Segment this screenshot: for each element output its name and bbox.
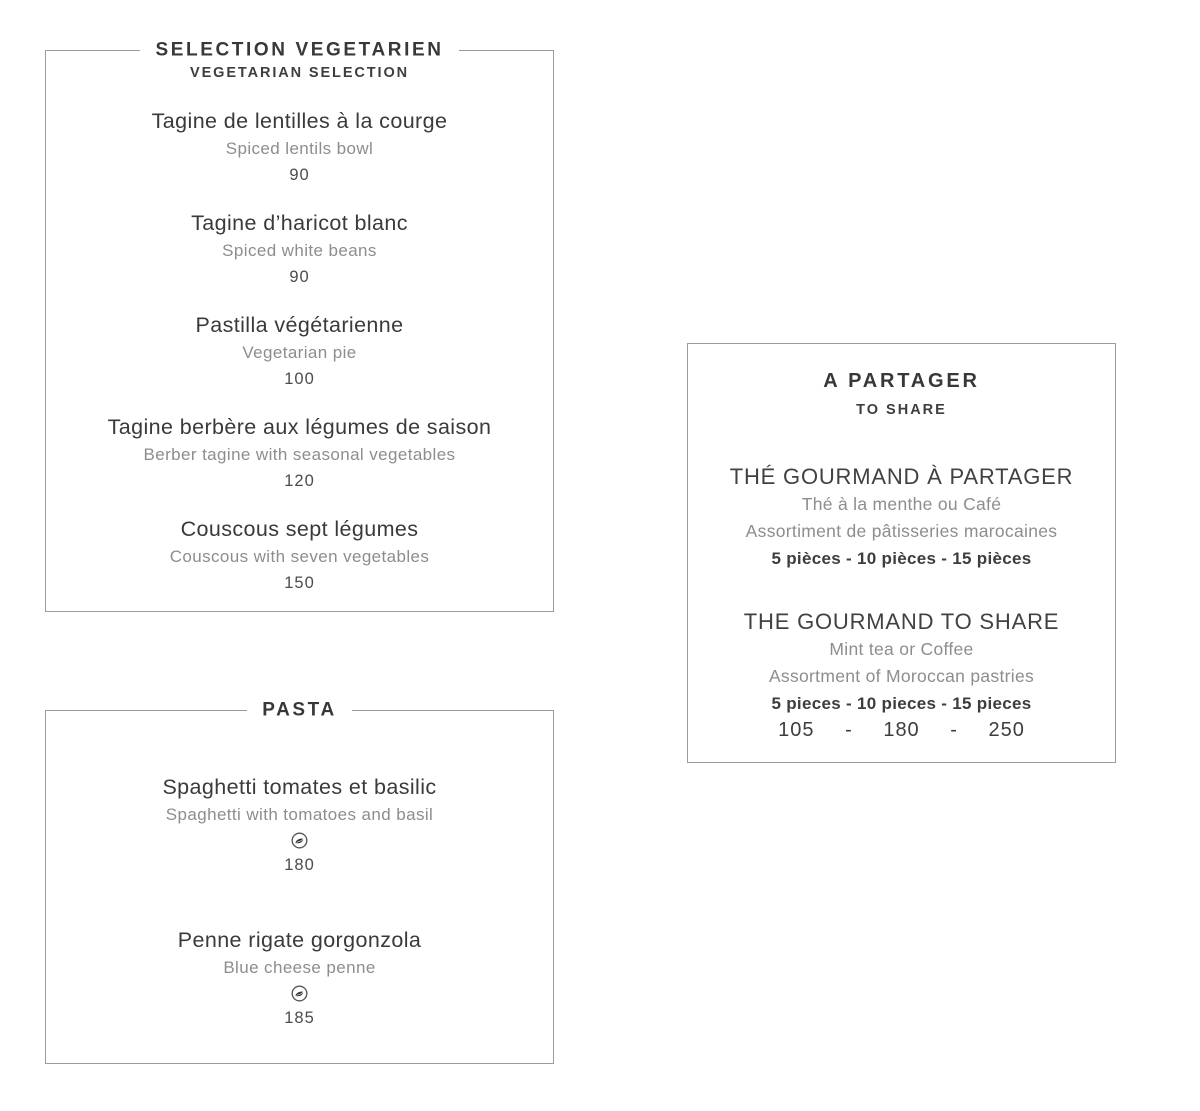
section-title-en: TO SHARE — [856, 402, 947, 418]
item-description: Thé à la menthe ou Café — [801, 494, 1002, 514]
item-price: 90 — [289, 268, 310, 286]
section-title-en: VEGETARIAN SELECTION — [190, 65, 409, 81]
item-name: THÉ GOURMAND À PARTAGER — [729, 464, 1074, 489]
menu-item — [46, 107, 553, 188]
item-sizes: 5 pièces - 10 pièces - 15 pièces — [771, 549, 1032, 568]
item-price: 100 — [284, 370, 315, 388]
section-title-fr: A PARTAGER — [823, 370, 980, 392]
item-sizes: 5 pieces - 10 pieces - 15 pieces — [771, 694, 1032, 713]
item-description: Spiced white beans — [222, 241, 377, 260]
item-name: Tagine d’haricot blanc — [191, 211, 408, 235]
item-price: 150 — [284, 574, 315, 592]
menu-item — [46, 413, 553, 494]
item-description: Spaghetti with tomatoes and basil — [165, 805, 434, 824]
vegetarian-icon — [46, 828, 553, 852]
item-description: Spiced lentils bowl — [225, 139, 374, 158]
item-name: Pastilla végétarienne — [195, 313, 404, 337]
item-description: Couscous with seven vegetables — [169, 547, 430, 566]
item-description: Assortment of Moroccan pastries — [768, 666, 1035, 686]
vegetarian-panel-title — [46, 38, 553, 65]
item-description: Berber tagine with seasonal vegetables — [143, 445, 456, 464]
item-description: Assortiment de pâtisseries marocaines — [745, 521, 1058, 541]
item-price: 90 — [289, 166, 310, 184]
pasta-panel-title — [46, 698, 553, 725]
menu-item — [46, 773, 553, 878]
section-title: PASTA — [247, 698, 352, 724]
menu-item — [46, 209, 553, 290]
menu-item — [46, 311, 553, 392]
item-price: 120 — [284, 472, 315, 490]
item-price: 185 — [284, 1009, 315, 1027]
item-name: THE GOURMAND TO SHARE — [743, 609, 1060, 634]
item-name: Penne rigate gorgonzola — [177, 928, 422, 952]
to-share-panel — [687, 343, 1116, 763]
item-name: Couscous sept légumes — [180, 517, 419, 541]
item-description: Mint tea or Coffee — [829, 639, 974, 659]
pasta-panel — [45, 699, 554, 1064]
menu-item — [46, 515, 553, 596]
vegetarian-selection-panel — [45, 39, 554, 612]
item-description: Vegetarian pie — [242, 343, 357, 362]
item-name: Spaghetti tomates et basilic — [162, 775, 437, 799]
menu-item — [688, 608, 1115, 744]
menu-item — [46, 926, 553, 1031]
item-description: Blue cheese penne — [223, 958, 376, 977]
item-prices: 105 - 180 - 250 — [778, 719, 1025, 741]
item-price: 180 — [284, 856, 315, 874]
section-title-fr: SELECTION VEGETARIEN — [140, 38, 458, 64]
item-name: Tagine berbère aux légumes de saison — [107, 415, 492, 439]
vegetarian-icon — [46, 981, 553, 1005]
menu-item — [688, 463, 1115, 572]
item-name: Tagine de lentilles à la courge — [151, 109, 448, 133]
